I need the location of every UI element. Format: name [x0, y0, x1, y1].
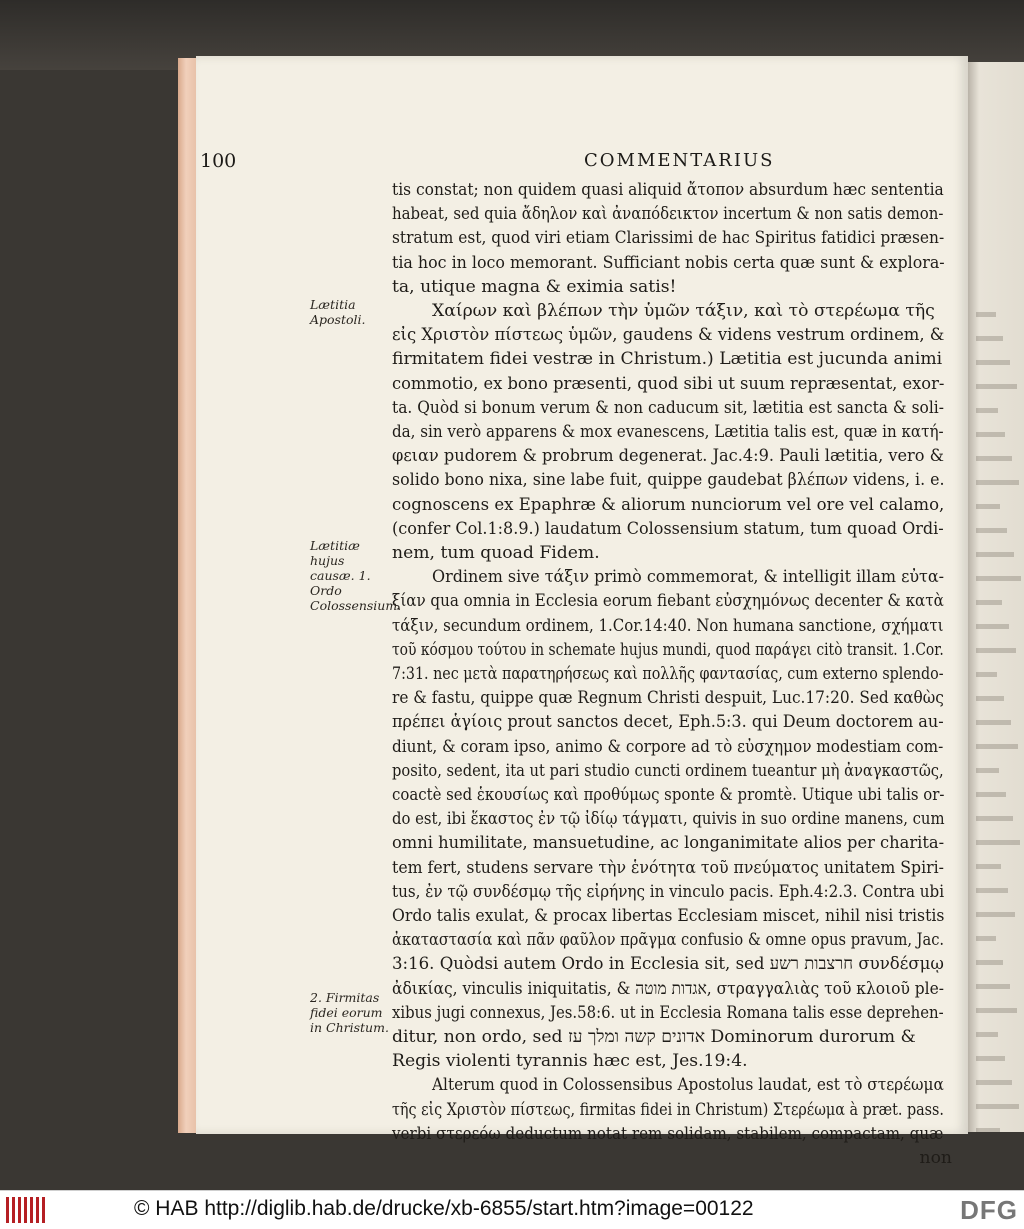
facing-page-line — [976, 744, 1018, 749]
facing-page-line — [976, 552, 1014, 557]
text-line: ἀκαταστασία καὶ πᾶν φαῦλον πρᾶγμα confusio & omne opus pravum, Jac. — [392, 930, 945, 951]
page-number: 100 — [200, 150, 237, 172]
facing-page-line — [976, 1008, 1017, 1013]
text-line: re & fastu, quippe quæ Regnum Christi despuit, Luc.17:20. Sed καθὼς — [392, 688, 944, 709]
text-line: φειαν pudorem & probrum degenerat. Jac.4:9. Pauli lætitia, vero & — [392, 446, 945, 467]
text-line: stratum est, quod viri etiam Clarissimi de hac Spiritus fatidici præsen- — [392, 228, 945, 249]
text-line: diunt, & coram ipso, animo & corpore ad τὸ εὐσχημον modestiam com- — [392, 736, 944, 757]
marginal-note: Lætitiæ hujus causæ. 1. Ordo Colossensium. — [310, 538, 402, 613]
text-line: habeat, sed quia ἄδηλον καὶ ἀναπόδεικτον incertum & non satis demon- — [392, 204, 944, 225]
text-line: firmitatem fidei vestræ in Christum.) Lætitia est jucunda animi — [392, 349, 943, 370]
facing-page-line — [976, 528, 1007, 533]
text-line: πρέπει ἁγίοις prout sanctos decet, Eph.5:3. qui Deum doctorem au- — [392, 712, 944, 733]
text-line: Ordinem sive τάξιν primò commemorat, & intelligit illam εὐτα- — [432, 567, 945, 588]
facing-page-line — [976, 720, 1011, 725]
facing-page-line — [976, 1080, 1012, 1085]
text-line: posito, sedent, ita ut pari studio cuncti ordinem tueantur μὴ ἀναγκαστῶς, — [392, 760, 944, 781]
facing-page-line — [976, 504, 1000, 509]
facing-page-line — [976, 984, 1010, 989]
facing-page-line — [976, 792, 1006, 797]
facing-page-line — [976, 336, 1003, 341]
facing-page-line — [976, 1104, 1019, 1109]
facing-page-line — [976, 1128, 1000, 1132]
facing-page-line — [976, 768, 999, 773]
text-line: tia hoc in loco memorant. Sufficiant nobis certa quæ sunt & explora- — [392, 252, 945, 273]
facing-page-line — [976, 672, 997, 677]
text-line: coactè sed ἑκουσίως καὶ προθύμως sponte & promtè. Utique ubi talis or- — [392, 785, 945, 805]
facing-page-edge — [968, 62, 1024, 1132]
facing-page-line — [976, 360, 1010, 365]
facing-page-line — [976, 888, 1008, 893]
text-line: xibus jugi connexus, Jes.58:6. ut in Ecclesia Romana talis esse deprehen- — [392, 1002, 944, 1023]
facing-page-line — [976, 696, 1004, 701]
hab-logo-icon — [6, 1197, 48, 1223]
dfg-logo: DFG — [960, 1195, 1018, 1225]
text-line: ἀδικίας, vinculis iniquitatis, & אגדות מוטה, στραγγαλιὰς τοῦ κλοιοῦ ple- — [392, 978, 945, 999]
facing-page-line — [976, 576, 1021, 581]
facing-page-line — [976, 840, 1020, 845]
text-line: Regis violenti tyrannis hæc est, Jes.19:4. — [392, 1051, 748, 1072]
text-line: solido bono nixa, sine labe fuit, quippe gaudebat βλέπων videns, i. e. — [392, 470, 945, 491]
facing-page-line — [976, 456, 1012, 461]
catchword: non — [919, 1148, 952, 1168]
page-header — [200, 150, 775, 180]
facing-page-line — [976, 912, 1015, 917]
text-line: nem, tum quoad Fidem. — [392, 543, 600, 563]
text-line: tus, ἐν τῷ συνδέσμῳ τῆς εἰρήνης in vinculo pacis. Eph.4:2.3. Contra ubi — [392, 881, 945, 902]
facing-page-line — [976, 1056, 1005, 1061]
book-page-edge — [178, 58, 196, 1133]
text-line: τοῦ κόσμου τούτου in schemate hujus mundi, quod παράγει citò transit. 1.Cor. — [392, 639, 944, 660]
marginal-note: Lætitia Apostoli. — [310, 297, 366, 327]
text-line: τάξιν, secundum ordinem, 1.Cor.14:40. Non humana sanctione, σχήματι — [392, 615, 944, 636]
text-line: ξίαν qua omnia in Ecclesia eorum fiebant εὐσχημόνως decenter & κατὰ — [392, 591, 944, 612]
facing-page-line — [976, 864, 1001, 869]
facing-page-line — [976, 936, 996, 941]
text-line: 3:16. Quòdsi autem Ordo in Ecclesia sit, sed חרצבות רשע συνδέσμῳ — [392, 954, 944, 975]
running-head: COMMENTARIUS — [584, 150, 775, 171]
text-line: Ordo talis exulat, & procax libertas Ecclesiam miscet, nihil nisi tristis — [392, 906, 945, 926]
facing-page-line — [976, 600, 1002, 605]
text-line: ta. Quòd si bonum verum & non caducum sit, lætitia est sancta & soli- — [392, 397, 944, 418]
facing-page-line — [976, 408, 998, 413]
text-line: ta, utique magna & eximia satis! — [392, 276, 677, 297]
footer-bar — [0, 1190, 1024, 1229]
text-line: commotio, ex bono præsenti, quod sibi ut suum repræsentat, exor- — [392, 373, 945, 394]
text-line: ditur, non ordo, sed אדונים קשה ומלך עז Dominorum durorum & — [392, 1027, 916, 1047]
facing-page-line — [976, 960, 1003, 965]
text-line: cognoscens ex Epaphræ & aliorum nunciorum vel ore vel calamo, — [392, 494, 945, 515]
facing-page-line — [976, 384, 1017, 389]
marginal-note: 2. Firmitas fidei eorum in Christum. — [310, 990, 389, 1035]
text-line: omni humilitate, mansuetudine, ac longanimitate alios per charita- — [392, 833, 945, 854]
text-line: εἰς Χριστὸν πίστεως ὑμῶν, gaudens & videns vestrum ordinem, & — [392, 325, 945, 346]
text-line: (confer Col.1:8.9.) laudatum Colossensium statum, tum quoad Ordi- — [392, 518, 944, 539]
facing-page-line — [976, 312, 996, 317]
facing-page-line — [976, 816, 1013, 821]
text-line: Χαίρων καὶ βλέπων τὴν ὑμῶν τάξιν, καὶ τὸ στερέωμα τῆς — [432, 301, 935, 321]
text-line: verbi στερεόω deductum notat rem solidam, stabilem, compactam, quæ — [392, 1123, 944, 1144]
facing-page-line — [976, 1032, 998, 1037]
facing-page-line — [976, 648, 1016, 653]
facing-page-line — [976, 432, 1005, 437]
text-line: do est, ibi ἕκαστος ἐν τῷ ἰδίῳ τάγματι, quivis in suo ordine manens, cum — [392, 809, 945, 830]
text-line: tem fert, studens servare τὴν ἑνότητα τοῦ πνεύματος unitatem Spiri- — [392, 857, 944, 878]
text-line: da, sin verò apparens & mox evanescens, Lætitia talis est, quæ in κατή- — [392, 422, 944, 442]
facing-page-line — [976, 480, 1019, 485]
facing-page-line — [976, 624, 1009, 629]
copyright-credit[interactable]: © HAB http://diglib.hab.de/drucke/xb-6855/start.htm?image=00122 — [134, 1197, 754, 1220]
text-line: tis constat; non quidem quasi aliquid ἄτοπον absurdum hæc sententia — [392, 180, 944, 200]
text-line: Alterum quod in Colossensibus Apostolus laudat, est τὸ στερέωμα — [432, 1075, 944, 1096]
text-line: τῆς εἰς Χριστὸν πίστεως, firmitas fidei in Christum) Στερέωμα à præt. pass. — [392, 1099, 944, 1120]
text-line: 7:31. nec μετὰ παρατηρήσεως καὶ πολλῆς φαντασίας, cum externo splendo- — [392, 664, 944, 684]
